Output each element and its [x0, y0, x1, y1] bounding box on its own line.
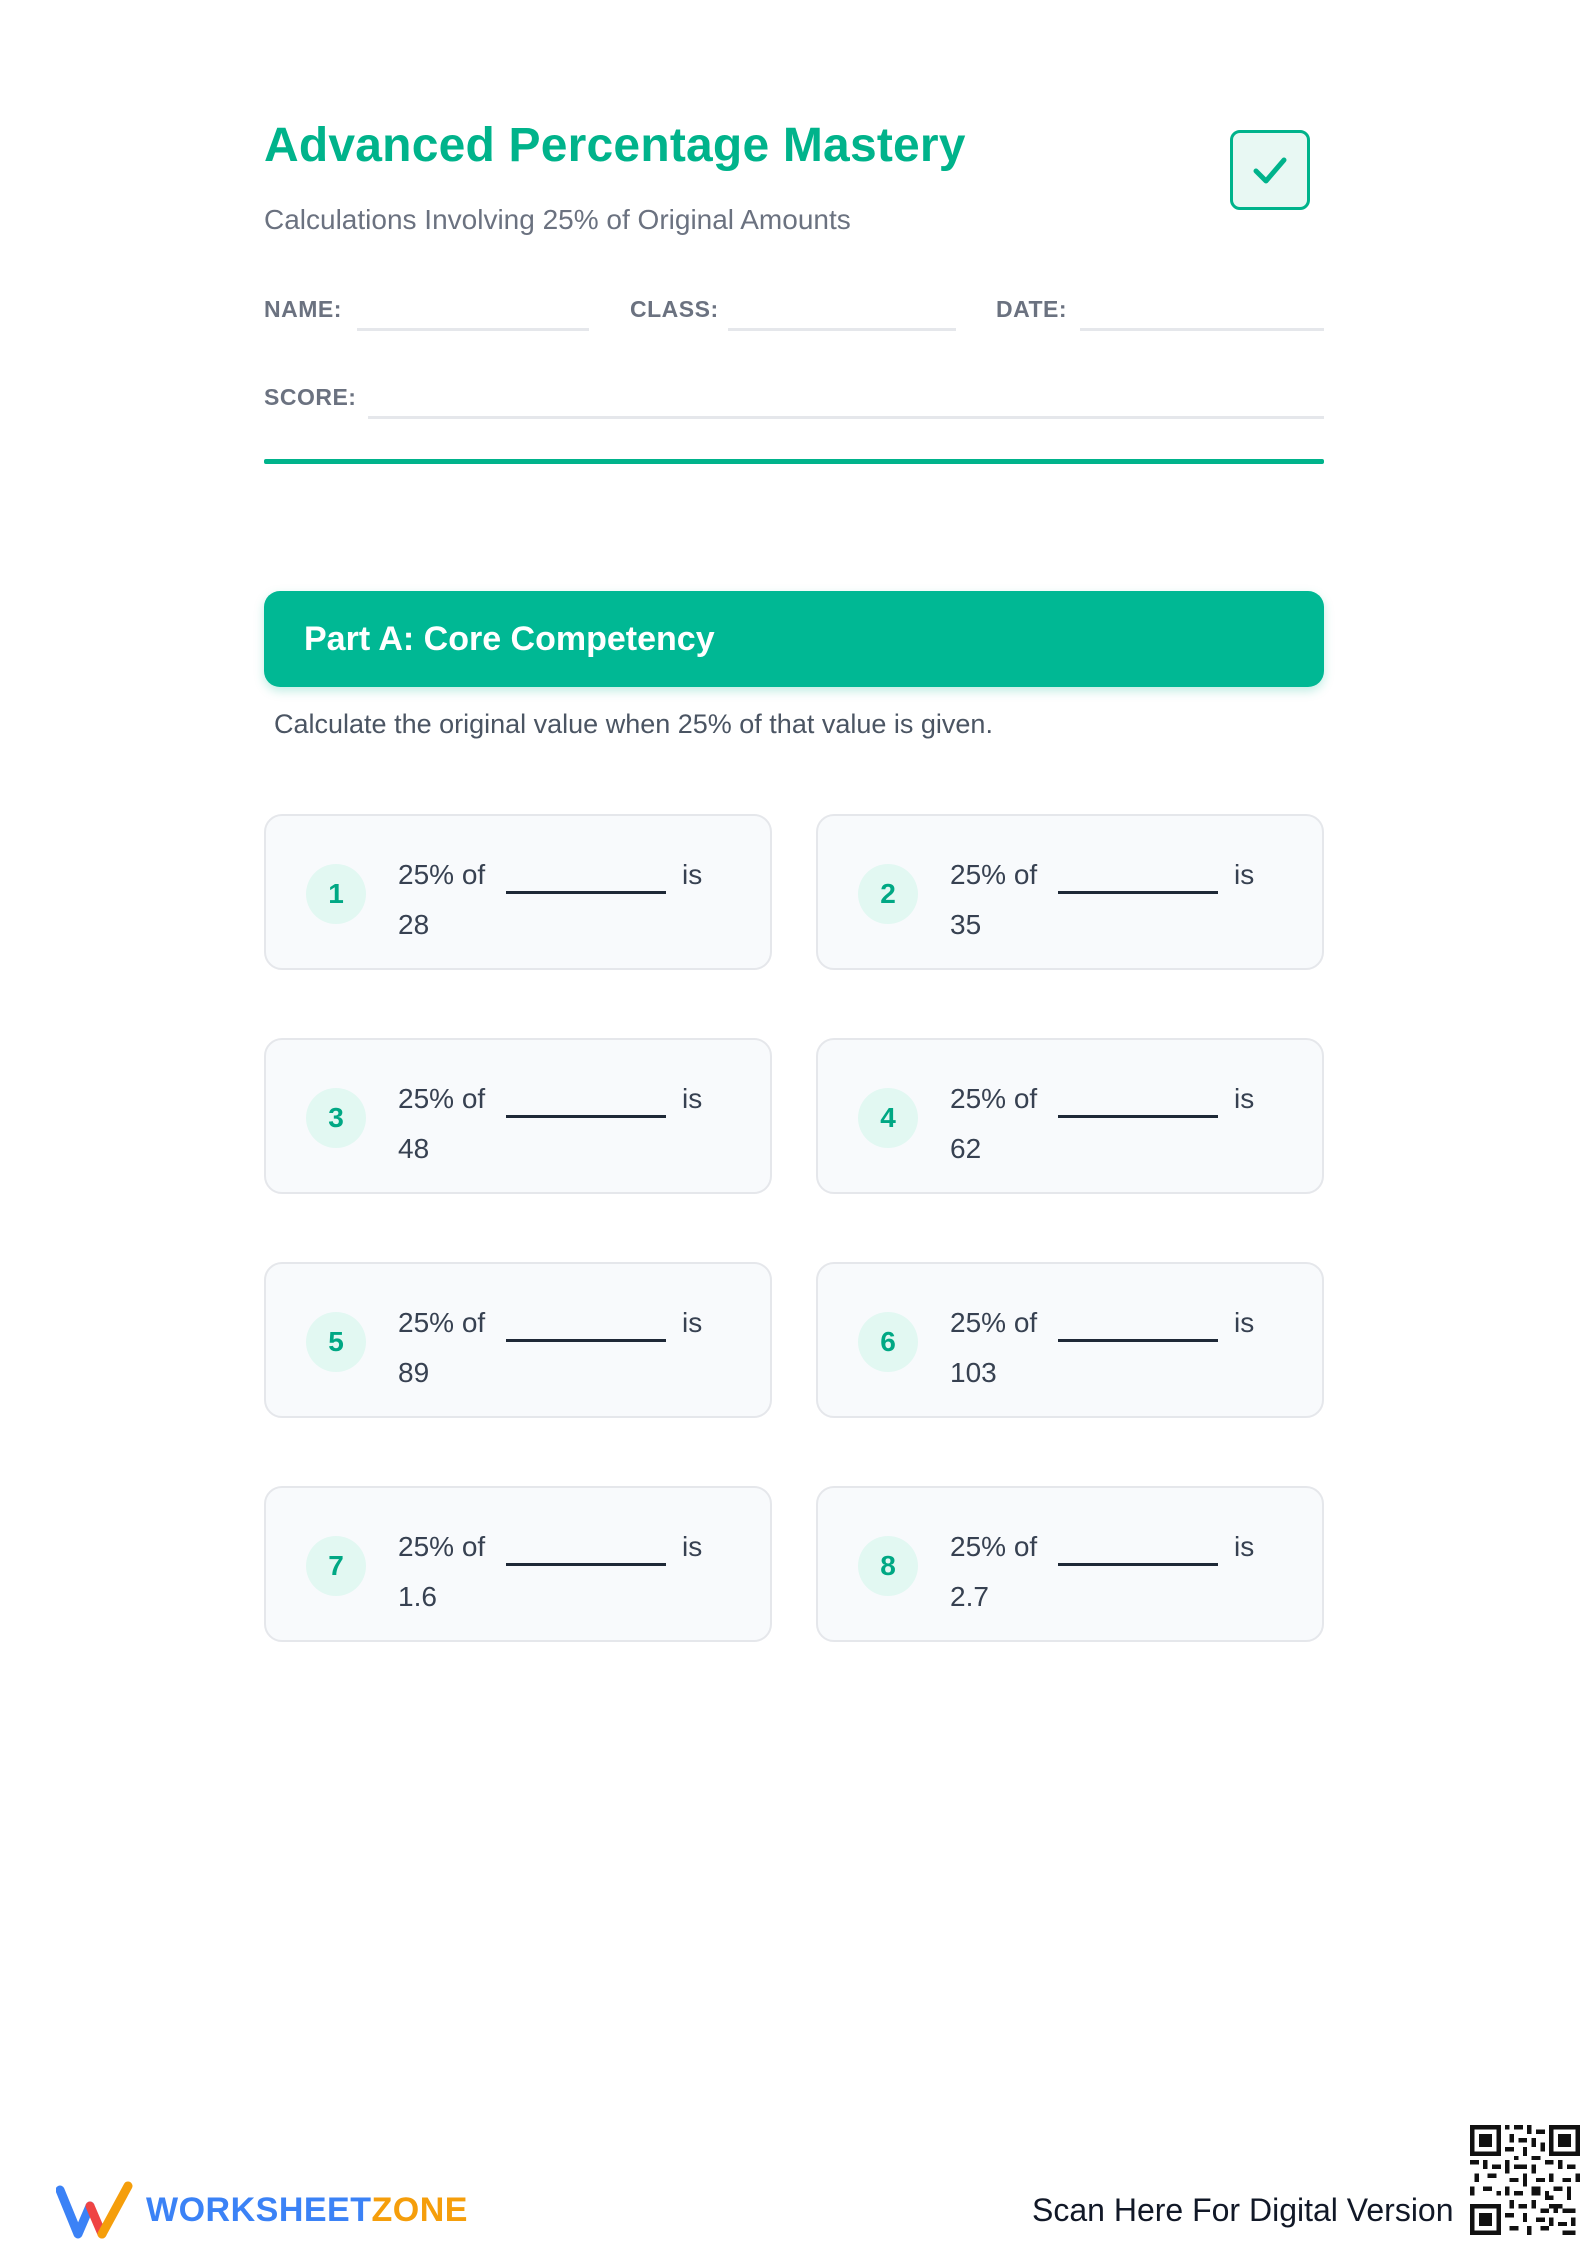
- logo-w-icon: [56, 2180, 134, 2240]
- problem-suffix: is: [682, 1531, 703, 1562]
- problem-prefix: 25% of: [398, 1083, 486, 1114]
- worksheet-title: Advanced Percentage Mastery: [264, 119, 966, 172]
- problem-text: [398, 1522, 508, 1622]
- section-banner: [264, 591, 1324, 687]
- worksheetzone-logo[interactable]: [56, 2180, 468, 2240]
- problem-text: [398, 1074, 508, 1174]
- problem-value: 2.7: [950, 1581, 989, 1612]
- problem-value: 48: [398, 1133, 430, 1164]
- problem-prefix: 25% of: [950, 859, 1038, 890]
- worksheet-subtitle: Calculations Involving 25% of Original Amounts: [264, 204, 851, 235]
- problem-suffix: is: [1234, 1531, 1255, 1562]
- problem-prefix: 25% of: [950, 1083, 1038, 1114]
- problem-prefix: 25% of: [950, 1307, 1038, 1338]
- answer-blank[interactable]: [506, 1115, 666, 1118]
- qr-code-icon[interactable]: [1470, 2125, 1580, 2235]
- problem-card: [264, 814, 772, 970]
- answer-blank[interactable]: [1058, 1339, 1218, 1342]
- problem-text: [398, 850, 508, 950]
- date-field[interactable]: [1080, 328, 1324, 331]
- problem-prefix: 25% of: [398, 859, 486, 890]
- name-field[interactable]: [357, 328, 589, 331]
- logo-text: [146, 2191, 468, 2230]
- problem-text: [398, 1298, 508, 1398]
- score-field[interactable]: [368, 416, 1324, 419]
- problem-suffix: is: [682, 859, 703, 890]
- answer-blank[interactable]: [506, 891, 666, 894]
- problem-card: [264, 1486, 772, 1642]
- problem-number: 8: [858, 1536, 918, 1596]
- date-label: DATE:: [996, 296, 1068, 322]
- problem-value: 35: [950, 909, 982, 940]
- problem-number: 7: [306, 1536, 366, 1596]
- problem-value: 89: [398, 1357, 430, 1388]
- section-title: Part A: Core Competency: [304, 619, 715, 658]
- problem-suffix: is: [1234, 859, 1255, 890]
- problem-value: 62: [950, 1133, 982, 1164]
- problem-prefix: 25% of: [950, 1531, 1038, 1562]
- problem-suffix: is: [1234, 1307, 1255, 1338]
- problem-value: 28: [398, 909, 430, 940]
- problem-card: [816, 1038, 1324, 1194]
- logo-word-worksheet: WORKSHEET: [146, 2190, 372, 2229]
- problem-text: [950, 850, 1060, 950]
- problem-number: 6: [858, 1312, 918, 1372]
- problem-suffix: is: [682, 1307, 703, 1338]
- problem-card: [264, 1038, 772, 1194]
- name-label: NAME:: [264, 296, 342, 322]
- problem-number: 3: [306, 1088, 366, 1148]
- class-label: CLASS:: [630, 296, 719, 322]
- check-icon: [1248, 148, 1292, 192]
- section-instructions: Calculate the original value when 25% of that value is given.: [274, 709, 993, 739]
- problem-suffix: is: [682, 1083, 703, 1114]
- answer-blank[interactable]: [506, 1339, 666, 1342]
- problem-number: 1: [306, 864, 366, 924]
- answer-blank[interactable]: [506, 1563, 666, 1566]
- logo-word-zone: ZONE: [371, 2190, 468, 2229]
- problem-prefix: 25% of: [398, 1531, 486, 1562]
- answer-blank[interactable]: [1058, 891, 1218, 894]
- class-field[interactable]: [728, 328, 956, 331]
- check-badge: [1230, 130, 1310, 210]
- score-label: SCORE:: [264, 384, 357, 410]
- problem-prefix: 25% of: [398, 1307, 486, 1338]
- answer-blank[interactable]: [1058, 1115, 1218, 1118]
- problem-card: [816, 814, 1324, 970]
- problem-number: 4: [858, 1088, 918, 1148]
- problem-text: [950, 1522, 1060, 1622]
- problem-text: [950, 1074, 1060, 1174]
- scan-caption: Scan Here For Digital Version: [1032, 2192, 1454, 2228]
- problem-value: 1.6: [398, 1581, 437, 1612]
- answer-blank[interactable]: [1058, 1563, 1218, 1566]
- problem-value: 103: [950, 1357, 997, 1388]
- problem-card: [816, 1262, 1324, 1418]
- problem-text: [950, 1298, 1060, 1398]
- problem-suffix: is: [1234, 1083, 1255, 1114]
- header-divider: [264, 459, 1324, 464]
- problem-number: 2: [858, 864, 918, 924]
- problem-card: [816, 1486, 1324, 1642]
- problem-number: 5: [306, 1312, 366, 1372]
- problem-card: [264, 1262, 772, 1418]
